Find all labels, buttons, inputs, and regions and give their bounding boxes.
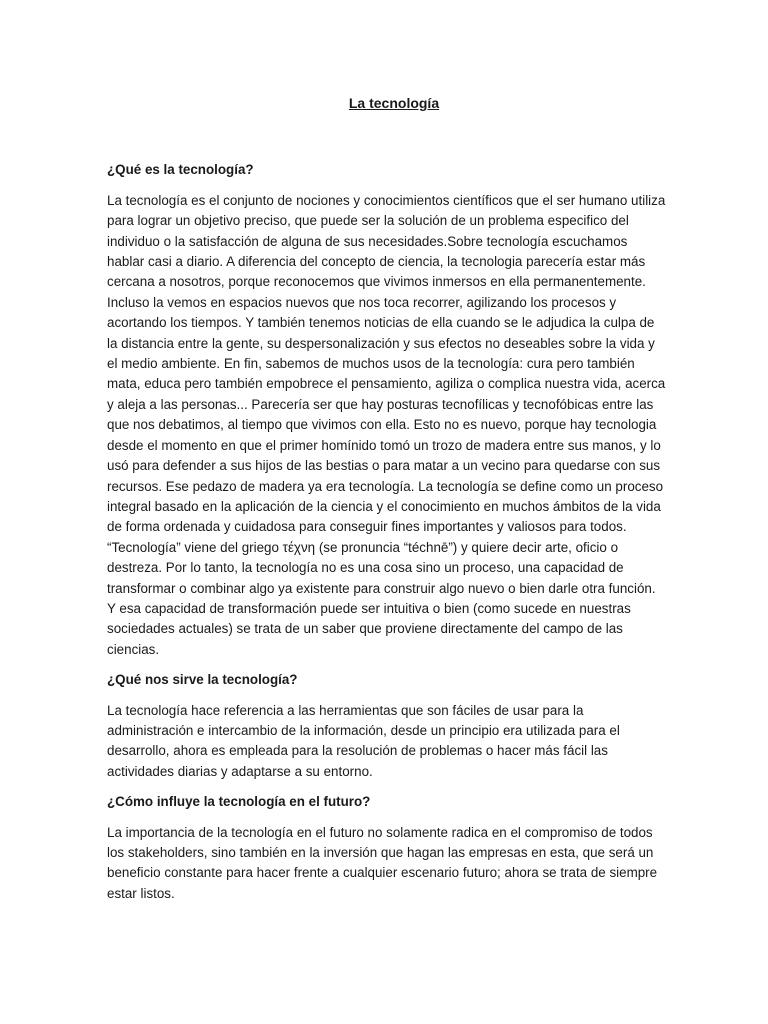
section-paragraph: La tecnología es el conjunto de nociones y conocimientos científicos que el ser humano utiliza para lograr un objetivo preciso, que puede ser la solución de un problema especifico del individuo o la satisfacción de alguna de sus necesidades.Sobre tecnología escuchamos hablar casi a diario. A diferencia del concepto de ciencia, la tecnologia parecería estar más cercana a nosotros, porque reconocemos que vivimos inmersos en ella permanentemente. Incluso la vemos en espacios nuevos que nos toca recorrer, agilizando los procesos y acortando los tiempos. Y también tenemos noticias de ella cuando se le adjudica la culpa de la distancia entre la gente, su despersonalización y sus efectos no deseables sobre la vida y el medio ambiente. En fin, sabemos de muchos usos de la tecnología: cura pero también mata, educa pero también empobrece el pensamiento, agiliza o complica nuestra vida, acerca y aleja a las personas... Parecería ser que hay posturas tecnofílicas y tecnofóbicas entre las que nos debatimos, al tiempo que vivimos con ella. Esto no es nuevo, porque hay tecnologia desde el momento en que el primer homínido tomó un trozo de madera entre sus manos, y lo usó para defender a sus hijos de las bestias o para matar a un vecino para quedarse con sus recursos. Ese pedazo de madera ya era tecnología. La tecnología se define como un proceso integral basado en la aplicación de la ciencia y el conocimiento en muchos ámbitos de la vida de forma ordenada y cuidadosa para conseguir fines importantes y valiosos para todos. “Tecnología” viene del griego τέχνη (se pronuncia “téchnē”) y quiere decir arte, oficio o destreza. Por lo tanto, la tecnología no es una cosa sino un proceso, una capacidad de transformar o combinar algo ya existente para construir algo nuevo o bien darle otra función. Y esa capacidad de transformación puede ser intuitiva o bien (como sucede en nuestras sociedades actuales) se trata de un saber que proviene directamente del campo de las ciencias.	[107, 192, 666, 657]
section-paragraph: La tecnología hace referencia a las herramientas que son fáciles de usar para la administración e intercambio de la información, desde un principio era utilizada para el desarrollo, ahora es empleada para la resolución de problemas o hacer más fácil las actividades diarias y adaptarse a su entorno.	[107, 702, 620, 779]
section-heading: ¿Cómo influye la tecnología en el futuro?	[107, 794, 371, 810]
section-heading: ¿Qué nos sirve la tecnología?	[107, 672, 298, 688]
section-what-is-it-for	[107, 670, 667, 782]
section-heading: ¿Qué es la tecnología?	[107, 162, 254, 178]
section-what-is-technology	[107, 160, 667, 660]
section-future-influence	[107, 792, 667, 904]
document-title: La tecnología	[348, 95, 440, 111]
section-paragraph: La importancia de la tecnología en el futuro no solamente radica en el compromiso de todos los stakeholders, sino también en la inversión que hagan las empresas en esta, que será un beneficio constante para hacer frente a cualquier escenario futuro; ahora se trata de siempre estar listos.	[107, 824, 658, 901]
document-page	[107, 93, 667, 914]
